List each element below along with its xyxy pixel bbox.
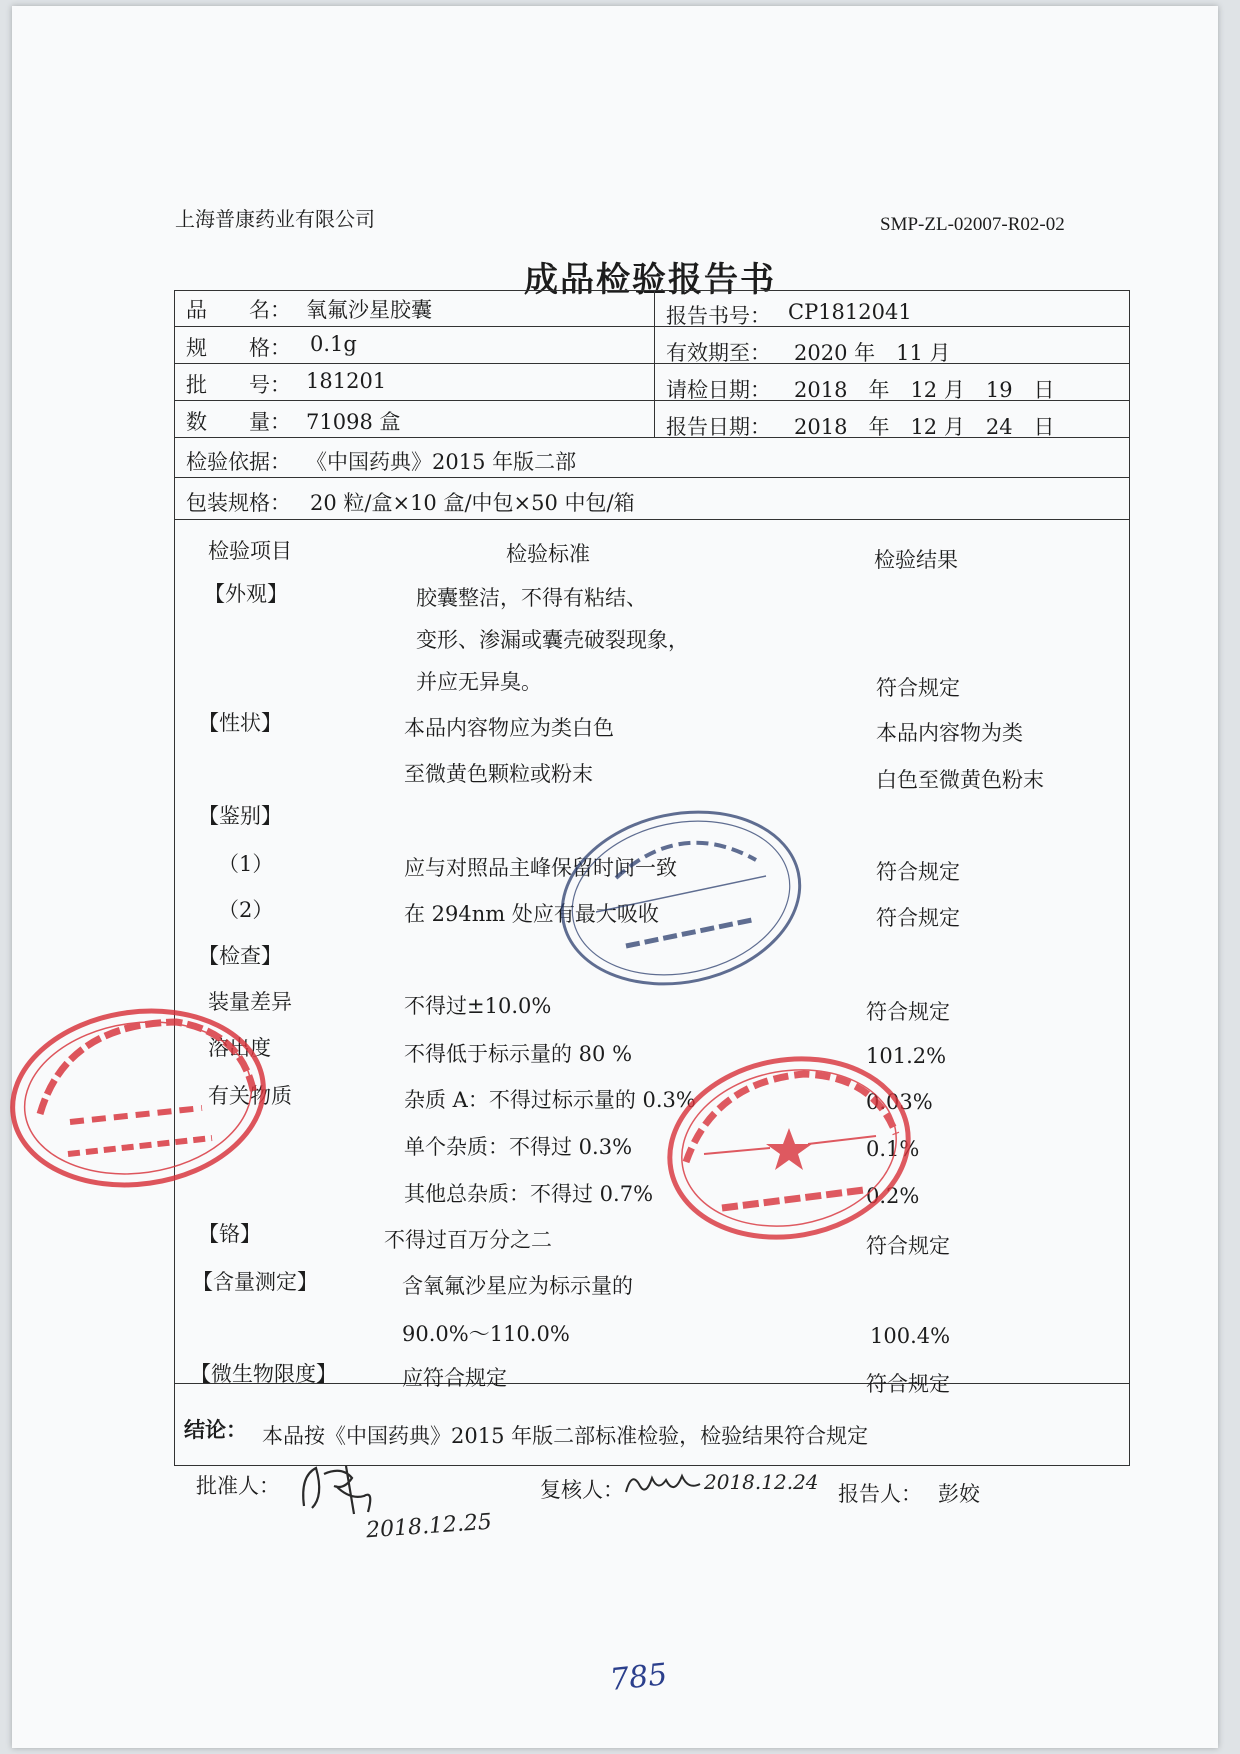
basis-value: 《中国药典》2015 年版二部: [306, 450, 577, 474]
spec-label: 规 格：: [186, 336, 291, 360]
package-label: 包装规格：: [186, 491, 291, 515]
company-quality-seal-red: [664, 1052, 914, 1244]
quantity-label: 数 量：: [186, 410, 291, 434]
test-appearance-result: 符合规定: [876, 676, 960, 700]
test-total-impurity-standard: 其他总杂质：不得过 0.7%: [404, 1182, 654, 1206]
page-number-mark: 785: [608, 1657, 669, 1698]
test-appearance-standard-1: 胶囊整洁，不得有粘结、: [416, 586, 647, 610]
test-single-impurity-result: 0.1%: [866, 1137, 920, 1161]
test-assay-name: 【含量测定】: [192, 1270, 318, 1294]
test-assay-standard-2: 90.0%～110.0%: [402, 1322, 570, 1346]
test-identification-2-result: 符合规定: [876, 906, 960, 930]
document-code: SMP-ZL-02007-R02-02: [880, 214, 1065, 235]
test-impurity-a-result: 0.03%: [866, 1090, 933, 1114]
logistics-company-copy-seal-red: [6, 1004, 270, 1192]
test-assay-result: 100.4%: [870, 1324, 951, 1348]
report-date-label: 报告日期：: [666, 415, 771, 439]
test-character-result-2: 白色至微黄色粉末: [876, 768, 1044, 792]
test-chromium-name: 【铬】: [198, 1222, 261, 1246]
test-identification-name: 【鉴别】: [198, 804, 282, 828]
product-value: 氧氟沙星胶囊: [306, 298, 432, 322]
test-identification-1-result: 符合规定: [876, 860, 960, 884]
quality-inspection-seal-blue: [556, 808, 806, 988]
test-related-substances-name: 有关物质: [208, 1084, 292, 1108]
test-identification-2-number: （2）: [218, 898, 274, 922]
column-header-item: 检验项目: [208, 539, 292, 563]
quantity-value: 71098 盒: [306, 410, 401, 434]
test-weight-variation-standard: 不得过±10.0%: [404, 994, 552, 1018]
approve-date: 2018.12.25: [365, 1509, 493, 1544]
expiry-label: 有效期至：: [666, 341, 771, 365]
batch-label: 批 号：: [186, 373, 291, 397]
column-header-standard: 检验标准: [506, 542, 590, 566]
approver-label: 批准人：: [196, 1474, 280, 1498]
test-character-result-1: 本品内容物为类: [876, 721, 1023, 745]
report-no-value: CP1812041: [788, 300, 912, 324]
test-appearance-name: 【外观】: [204, 582, 288, 606]
basis-label: 检验依据：: [186, 450, 291, 474]
reviewer-signature: [622, 1466, 704, 1500]
reviewer-label: 复核人：: [540, 1478, 624, 1502]
review-date: 2018.12.24: [704, 1470, 819, 1494]
package-value: 20 粒/盒×10 盒/中包×50 中包/箱: [310, 491, 635, 515]
test-microbial-result: 符合规定: [866, 1372, 950, 1396]
test-appearance-standard-3: 并应无异臭。: [416, 670, 542, 694]
test-appearance-standard-2: 变形、渗漏或囊壳破裂现象，: [416, 628, 689, 652]
product-label: 品 名：: [186, 298, 291, 322]
spec-value: 0.1g: [310, 332, 357, 356]
test-dissolution-standard: 不得低于标示量的 80 %: [404, 1042, 633, 1066]
test-character-standard-1: 本品内容物应为类白色: [404, 716, 614, 740]
report-no-label: 报告书号：: [666, 304, 771, 328]
test-impurity-a-standard: 杂质 A：不得过标示量的 0.3%: [404, 1088, 696, 1112]
test-single-impurity-standard: 单个杂质：不得过 0.3%: [404, 1135, 633, 1159]
test-identification-1-standard: 应与对照品主峰保留时间一致: [404, 856, 677, 880]
request-date-label: 请检日期：: [666, 378, 771, 402]
test-identification-2-standard: 在 294nm 处应有最大吸收: [404, 902, 659, 926]
expiry-value: 2020 年 11 月: [794, 341, 951, 365]
test-weight-variation-result: 符合规定: [866, 1000, 950, 1024]
batch-value: 181201: [306, 369, 387, 393]
test-chromium-result: 符合规定: [866, 1234, 950, 1258]
request-date-value: 2018 年 12 月 19 日: [794, 378, 1055, 402]
row-divider: [174, 477, 1130, 478]
row-divider: [174, 363, 1130, 364]
test-microbial-standard: 应符合规定: [402, 1366, 507, 1390]
column-divider: [654, 290, 655, 437]
reporter-name: 彭姣: [938, 1482, 980, 1506]
test-dissolution-result: 101.2%: [866, 1044, 947, 1068]
company-name: 上海普康药业有限公司: [175, 207, 375, 231]
report-date-value: 2018 年 12 月 24 日: [794, 415, 1055, 439]
test-character-standard-2: 至微黄色颗粒或粉末: [404, 762, 593, 786]
row-divider: [174, 519, 1130, 520]
test-microbial-name: 【微生物限度】: [190, 1362, 337, 1386]
report-title: 成品检验报告书: [524, 260, 776, 300]
reporter-label: 报告人：: [838, 1482, 922, 1506]
test-dissolution-name: 溶出度: [208, 1036, 271, 1060]
test-examination-name: 【检查】: [198, 944, 282, 968]
conclusion-label: 结论：: [184, 1417, 247, 1442]
test-assay-standard-1: 含氧氟沙星应为标示量的: [402, 1274, 633, 1298]
column-header-result: 检验结果: [874, 548, 958, 572]
conclusion-text: 本品按《中国药典》2015 年版二部标准检验，检验结果符合规定: [262, 1424, 869, 1448]
test-identification-1-number: （1）: [218, 852, 274, 876]
test-chromium-standard: 不得过百万分之二: [384, 1228, 552, 1252]
approver-signature: [294, 1456, 384, 1520]
row-divider: [174, 326, 1130, 327]
test-character-name: 【性状】: [198, 711, 282, 735]
test-total-impurity-result: 0.2%: [866, 1184, 920, 1208]
test-weight-variation-name: 装量差异: [208, 990, 292, 1014]
